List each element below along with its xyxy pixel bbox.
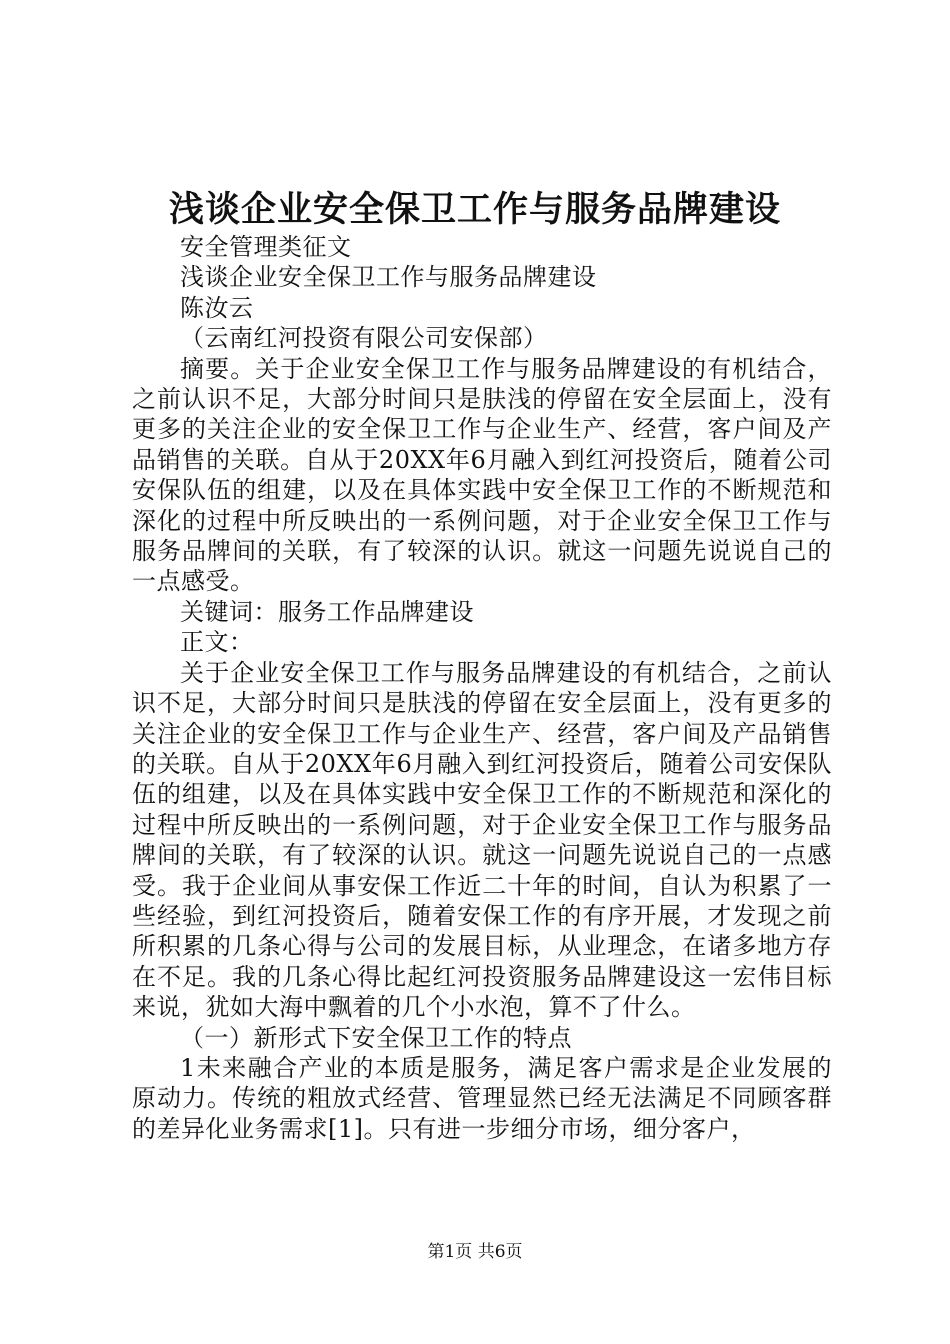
paragraph-section-text: 1未来融合产业的本质是服务，满足客户需求是企业发展的原动力。传统的粗放式经营、管理显然已经无法满足不同顾客群的差异化业务需求[1]。只有进一步细分市场，细分客户， [132, 1053, 832, 1143]
paragraph-category: 安全管理类征文 [180, 233, 352, 261]
paragraph-section-heading: （一）新形式下安全保卫工作的特点 [180, 1023, 572, 1052]
document-title: 浅谈企业安全保卫工作与服务品牌建设 [168, 189, 781, 230]
paragraph-subtitle: 浅谈企业安全保卫工作与服务品牌建设 [180, 263, 597, 292]
paragraph-body-main: 关于企业安全保卫工作与服务品牌建设的有机结合，之前认识不足，大部分时间只是肤浅的停留在安全层面上，没有更多的关注企业的安全保卫工作与企业生产、经营，客户间及产品销售的关联。自从于20XX年6月融入到红河投资后，随着公司安保队伍的组建，以及在具体实践中安全保卫工作的不断规范和深化的过程中所反映出的一系例问题，对于企业安全保卫工作与服务品牌间的关联，有了较深的认识。就这一问题先说说自己的一点感受。我于企业间从事安保工作近二十年的时间，自认为积累了一些经验，到红河投资后，随着安保工作的有序开展，才发现之前所积累的几条心得与公司的发展目标，从业理念，在诸多地方存在不足。我的几条心得比起红河投资服务品牌建设这一宏伟目标来说，犹如大海中飘着的几个小水泡，算不了什么。 [132, 658, 832, 1022]
document-body [132, 232, 832, 1144]
paragraph-keywords: 关键词：服务工作品牌建设 [180, 597, 474, 626]
paragraph-affiliation: （云南红河投资有限公司安保部） [180, 324, 548, 353]
paragraph-abstract: 摘要。关于企业安全保卫工作与服务品牌建设的有机结合，之前认识不足，大部分时间只是肤浅的停留在安全层面上，没有更多的关注企业的安全保卫工作与企业生产、经营，客户间及产品销售的关联。自从于20XX年6月融入到红河投资后，随着公司安保队伍的组建，以及在具体实践中安全保卫工作的不断规范和深化的过程中所反映出的一系例问题，对于企业安全保卫工作与服务品牌间的关联，有了较深的认识。就这一问题先说说自己的一点感受。 [132, 354, 832, 596]
page-footer: 第1页 共6页 [427, 1242, 523, 1262]
paragraph-author: 陈汝云 [180, 293, 254, 322]
paragraph-body-heading: 正文： [180, 628, 254, 657]
